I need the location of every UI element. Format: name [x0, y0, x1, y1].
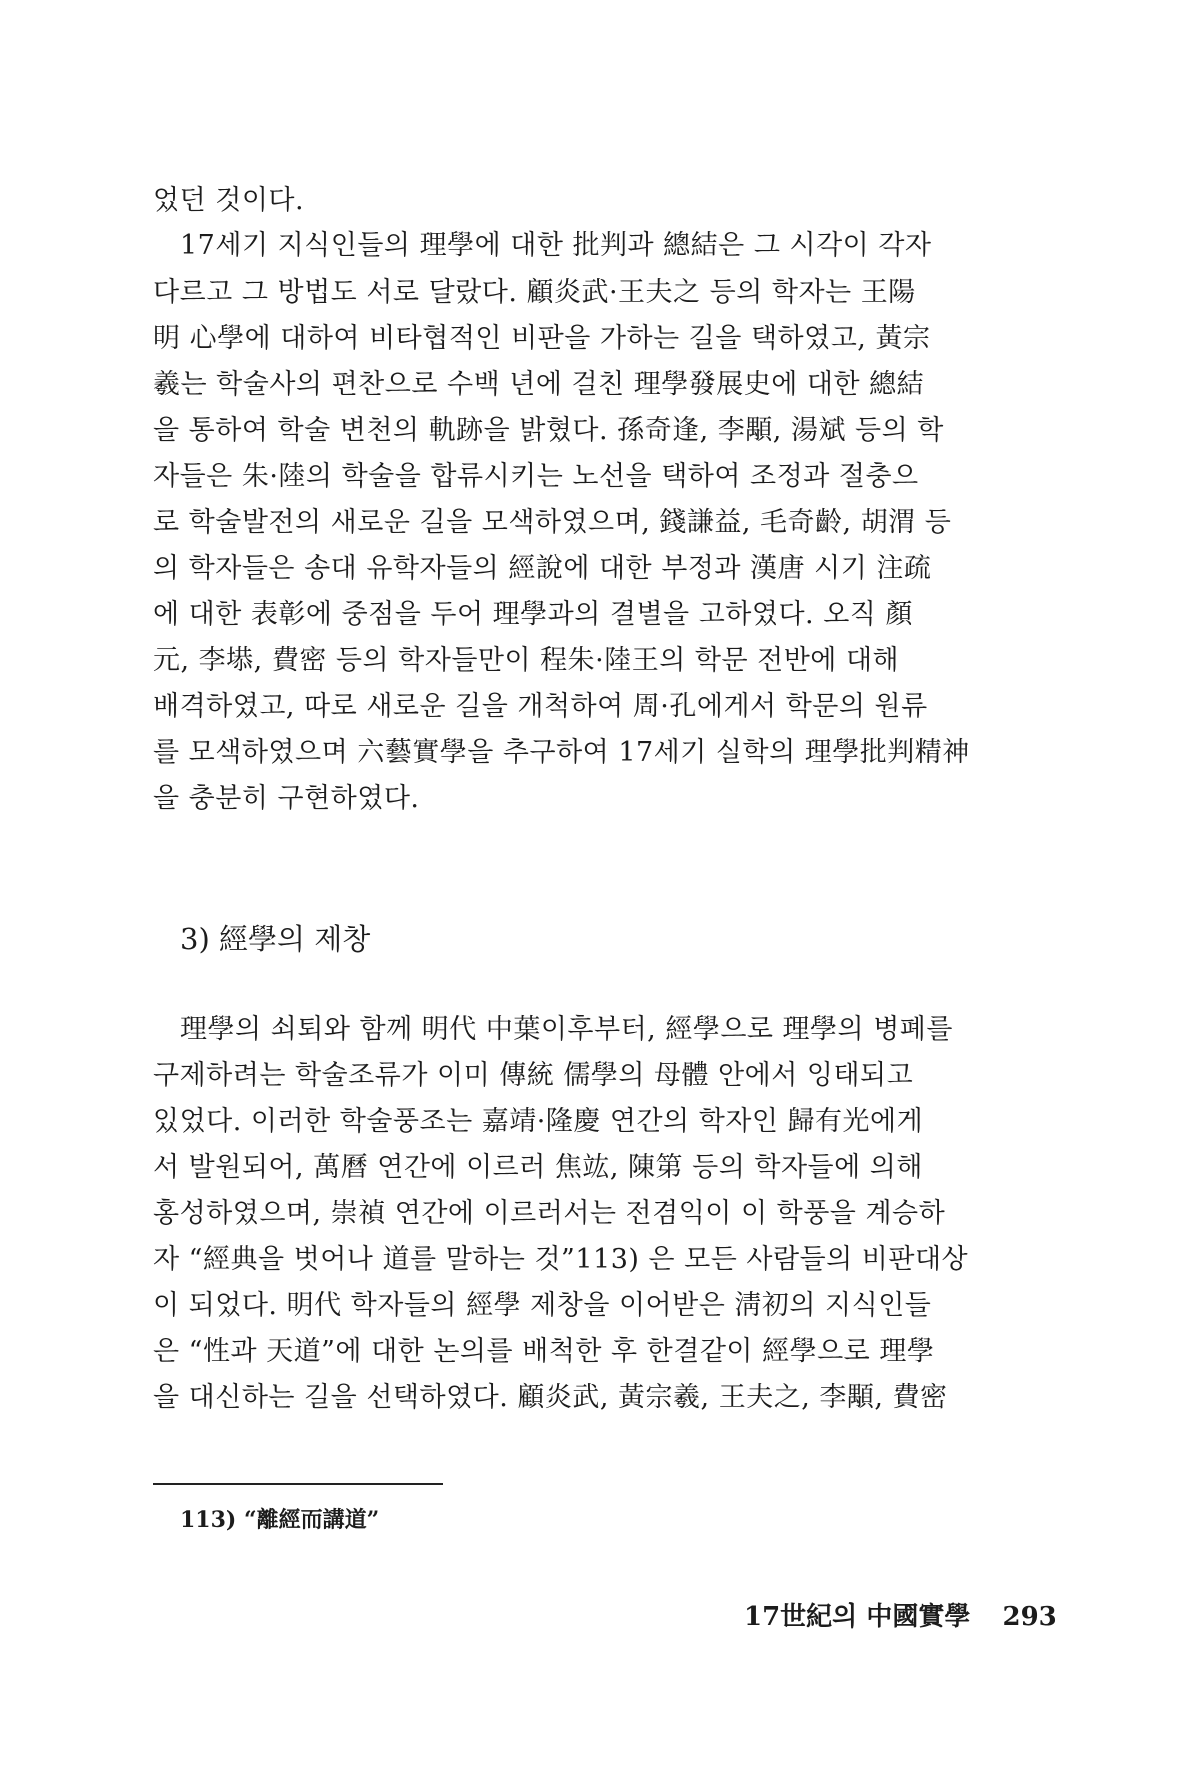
paragraph-line: 을 대신하는 길을 선택하였다. 顧炎武, 黃宗羲, 王夫之, 李顒, 費密: [153, 1382, 948, 1413]
paragraph-line: 서 발원되어, 萬曆 연간에 이르러 焦竑, 陳第 등의 학자들에 의해: [153, 1152, 923, 1183]
paragraph-line: 을 통하여 학술 변천의 軌跡을 밝혔다. 孫奇逢, 李顒, 湯斌 등의 학: [153, 415, 944, 446]
paragraph-line: 에 대한 表彰에 중점을 두어 理學과의 결별을 고하였다. 오직 顏: [153, 599, 913, 630]
footnote: 113) “離經而講道”: [180, 1507, 380, 1533]
paragraph-line: 明 心學에 대하여 비타협적인 비판을 가하는 길을 택하였고, 黃宗: [153, 323, 931, 354]
paragraph-line: 理學의 쇠퇴와 함께 明代 中葉이후부터, 經學으로 理學의 병폐를: [180, 1014, 953, 1045]
paragraph-line: 있었다. 이러한 학술풍조는 嘉靖·隆慶 연간의 학자인 歸有光에게: [153, 1106, 924, 1137]
running-title: 17世紀의 中國實學: [744, 1602, 971, 1632]
paragraph-line: 다르고 그 방법도 서로 달랐다. 顧炎武·王夫之 등의 학자는 王陽: [153, 277, 916, 308]
section-heading: 3) 經學의 제창: [180, 922, 371, 956]
footnote-divider: [153, 1483, 443, 1485]
paragraph-line: 홍성하였으며, 崇禎 연간에 이르러서는 전겸익이 이 학풍을 계승하: [153, 1198, 946, 1229]
paragraph-line: 은 “性과 天道”에 대한 논의를 배척한 후 한결같이 經學으로 理學: [153, 1336, 935, 1367]
paragraph-line: 자 “經典을 벗어나 道를 말하는 것”113) 은 모든 사람들의 비판대상: [153, 1244, 969, 1275]
running-footer: [744, 1600, 1057, 1634]
page-number: 293: [1002, 1602, 1057, 1632]
paragraph-line: 로 학술발전의 새로운 길을 모색하였으며, 錢謙益, 毛奇齡, 胡渭 등: [153, 507, 952, 538]
paragraph-line: 었던 것이다.: [153, 185, 305, 216]
paragraph-line: 이 되었다. 明代 학자들의 經學 제창을 이어받은 淸初의 지식인들: [153, 1290, 932, 1321]
paragraph-line: 의 학자들은 송대 유학자들의 經說에 대한 부정과 漢唐 시기 注疏: [153, 553, 932, 584]
paragraph-line: 을 충분히 구현하였다.: [153, 783, 420, 814]
paragraph-line: 元, 李塨, 費密 등의 학자들만이 程朱·陸王의 학문 전반에 대해: [153, 645, 900, 676]
paragraph-line: 구제하려는 학술조류가 이미 傳統 儒學의 母體 안에서 잉태되고: [153, 1060, 914, 1091]
paragraph-line: 羲는 학술사의 편찬으로 수백 년에 걸친 理學發展史에 대한 總結: [153, 369, 925, 400]
paragraph-line: 를 모색하였으며 六藝實學을 추구하여 17세기 실학의 理學批判精神: [153, 737, 970, 768]
paragraph-line: 자들은 朱·陸의 학술을 합류시키는 노선을 택하여 조정과 절충으: [153, 461, 919, 492]
paragraph-line: 배격하였고, 따로 새로운 길을 개척하여 周·孔에게서 학문의 원류: [153, 691, 928, 722]
paragraph-line: 17세기 지식인들의 理學에 대한 批判과 總結은 그 시각이 각자: [180, 230, 932, 261]
